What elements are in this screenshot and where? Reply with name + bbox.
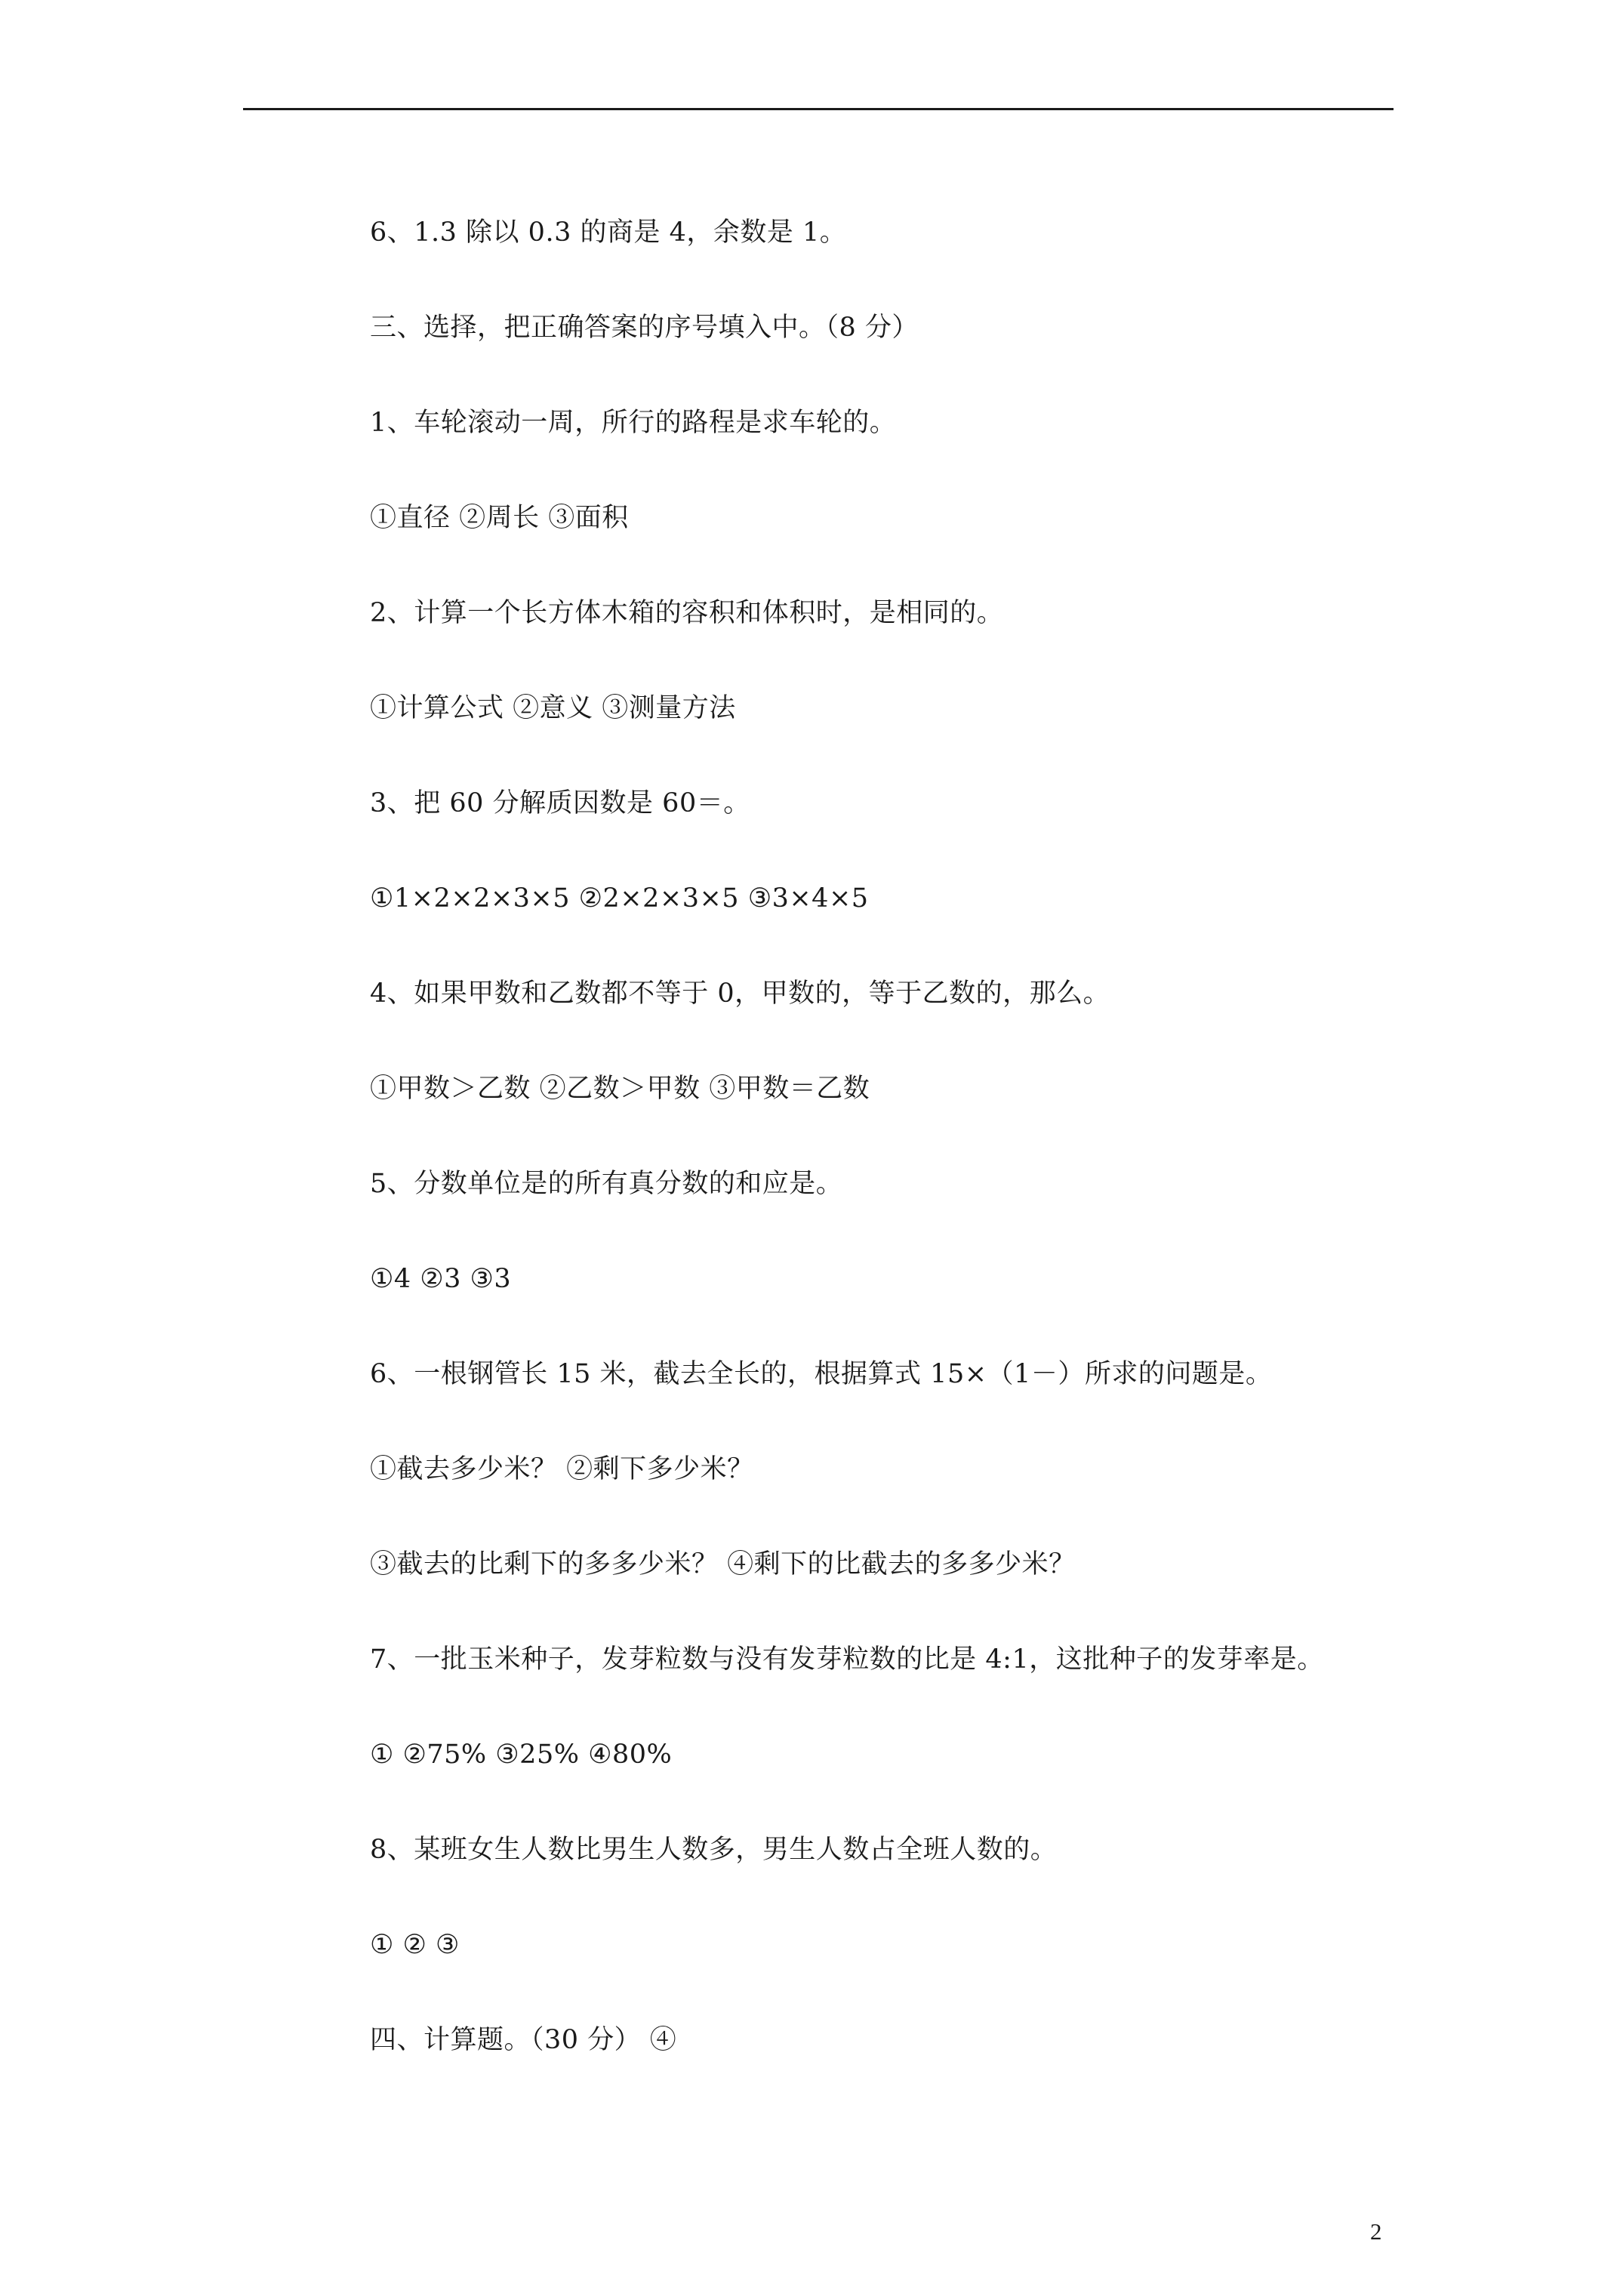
section-4-heading: 四、计算题。（30 分） ④ [370,2025,677,2055]
choice-options-8: ① ② ③ [370,1930,460,1960]
section-3-heading: 三、选择，把正确答案的序号填入中。（8 分） [370,313,919,343]
choice-options-7: ① ②75% ③25% ④80% [370,1740,673,1770]
choice-question-4: 4、如果甲数和乙数都不等于 0，甲数的，等于乙数的，那么。 [370,978,1110,1009]
choice-options-6a: ①截去多少米？ ②剩下多少米？ [370,1454,754,1484]
choice-question-1: 1、车轮滚动一周，所行的路程是求车轮的。 [370,408,897,438]
choice-question-7: 7、一批玉米种子，发芽粒数与没有发芽粒数的比是 4:1，这批种子的发芽率是。 [370,1644,1324,1675]
page-number: 2 [1370,2218,1382,2245]
choice-options-5: ①4 ②3 ③3 [370,1264,512,1294]
choice-question-8: 8、某班女生人数比男生人数多，男生人数占全班人数的。 [370,1835,1058,1865]
choice-options-4: ①甲数＞乙数 ②乙数＞甲数 ③甲数＝乙数 [370,1074,870,1104]
choice-question-2: 2、计算一个长方体木箱的容积和体积时，是相同的。 [370,598,1004,628]
choice-options-2: ①计算公式 ②意义 ③测量方法 [370,693,736,723]
choice-options-6b: ③截去的比剩下的多多少米？ ④剩下的比截去的多多少米？ [370,1549,1076,1579]
choice-question-3: 3、把 60 分解质因数是 60＝。 [370,788,750,818]
document-body [370,210,1427,2113]
header-rule [243,108,1394,110]
choice-question-6: 6、一根钢管长 15 米，截去全长的，根据算式 15×（1－）所求的问题是。 [370,1359,1273,1389]
choice-options-1: ①直径 ②周长 ③面积 [370,503,629,533]
judgment-item-6: 6、1.3 除以 0.3 的商是 4，余数是 1。 [370,217,847,248]
choice-options-3: ①1×2×2×3×5 ②2×2×3×5 ③3×4×5 [370,883,869,914]
choice-question-5: 5、分数单位是的所有真分数的和应是。 [370,1169,843,1199]
